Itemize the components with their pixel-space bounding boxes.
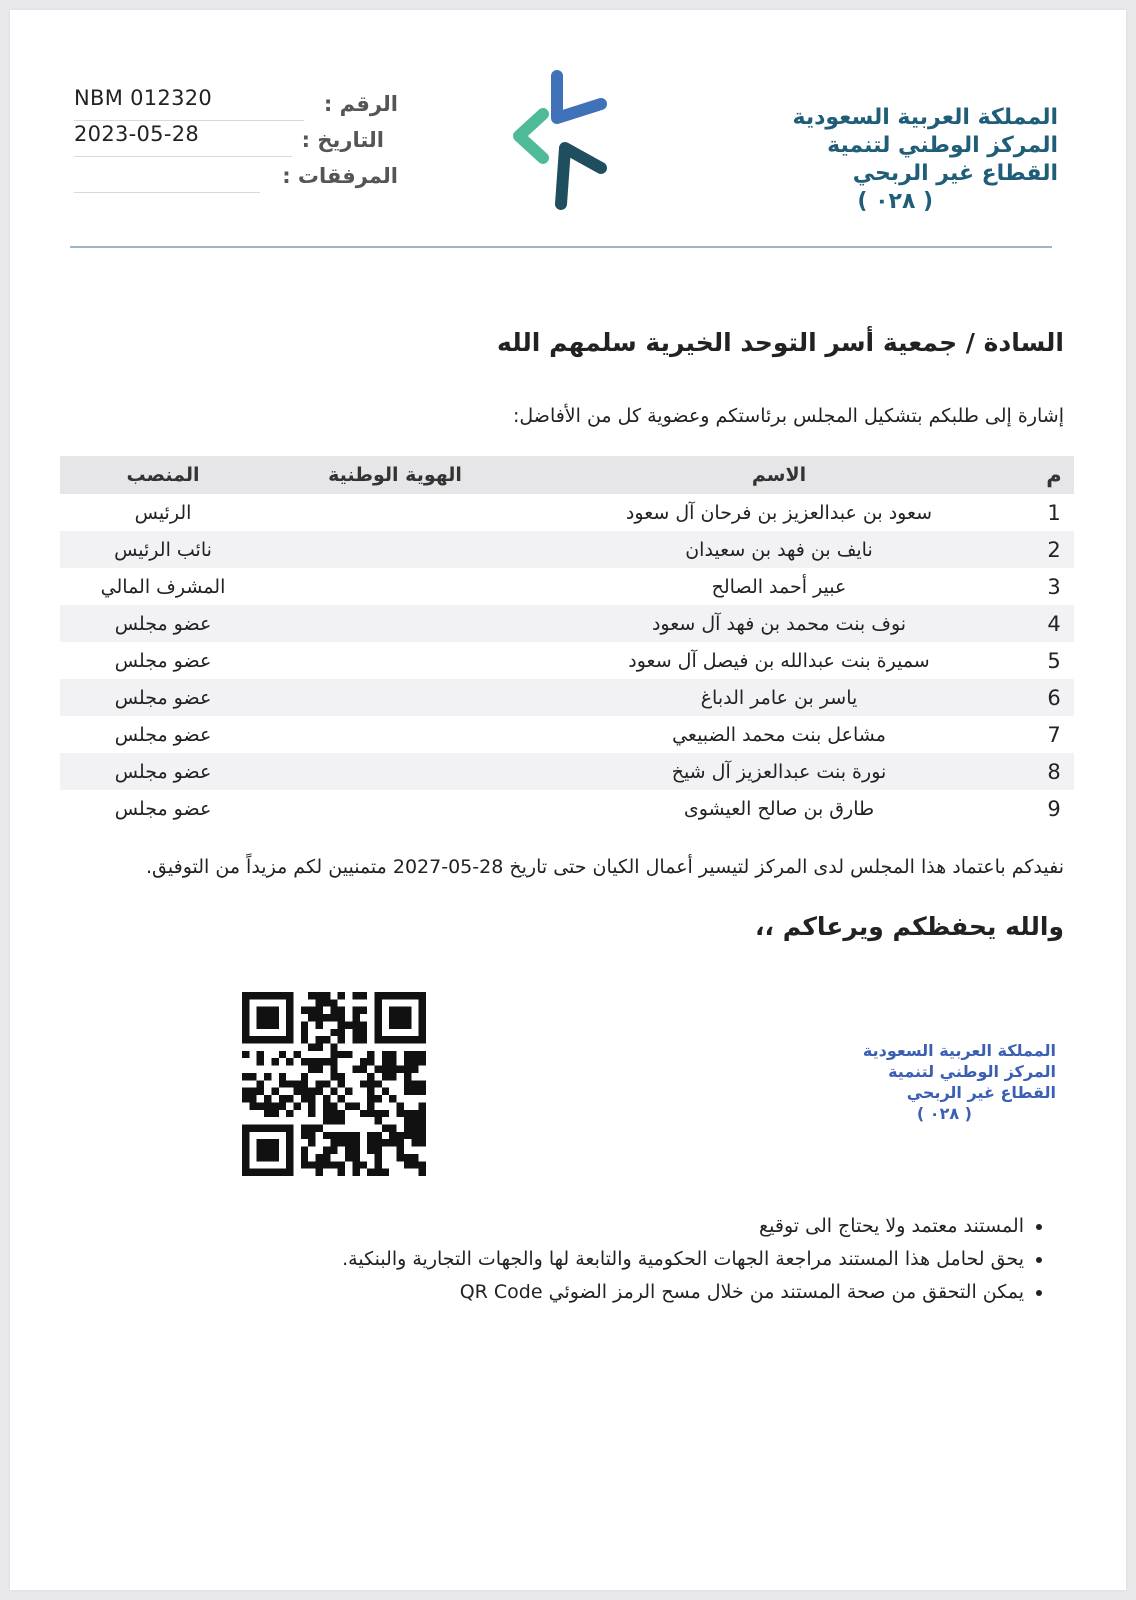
table-row	[60, 716, 1074, 753]
stamp-code: ( ٠٢٨ )	[916, 1104, 972, 1123]
letter-meta	[68, 86, 398, 194]
row-national-id	[266, 531, 524, 568]
ncnp-logo-icon	[505, 68, 625, 218]
attachments-row	[68, 158, 398, 194]
header-divider	[70, 246, 1052, 248]
stamp-line: المركز الوطني لتنمية	[888, 1062, 1056, 1081]
row-num: 9	[1047, 796, 1061, 821]
table-row	[60, 605, 1074, 642]
number-value: NBM 012320	[74, 86, 213, 110]
row-role: عضو مجلس	[114, 723, 212, 746]
row-role: نائب الرئيس	[60, 531, 266, 568]
date-row	[68, 122, 398, 158]
number-row	[68, 86, 398, 122]
notes-list	[342, 1210, 1046, 1309]
row-role: الرئيس	[134, 501, 192, 524]
org-stamp	[863, 1040, 1056, 1124]
row-num: 7	[1047, 722, 1061, 747]
table-header-row	[60, 456, 1074, 494]
attachments-underline	[74, 192, 260, 193]
stamp-line: المملكة العربية السعودية	[862, 1041, 1056, 1060]
row-role: عضو مجلس	[114, 797, 212, 820]
row-national-id	[266, 568, 524, 605]
row-num: 8	[1034, 753, 1074, 790]
qr-code-icon	[242, 992, 426, 1176]
header-num: م	[1034, 456, 1074, 494]
row-national-id	[266, 753, 524, 790]
table-row	[60, 753, 1074, 790]
row-name: سعود بن عبدالعزيز بن فرحان آل سعود	[625, 501, 933, 524]
row-name: نورة بنت عبدالعزيز آل شيخ	[524, 753, 1034, 790]
row-name: طارق بن صالح العيشوى	[683, 797, 875, 820]
note-item: • يمكن التحقق من صحة المستند من خلال مسح الرمز الضوئي QR Code	[342, 1276, 1024, 1309]
row-num: 6	[1034, 679, 1074, 716]
row-national-id	[266, 642, 524, 679]
row-role: عضو مجلس	[60, 605, 266, 642]
header-name: الاسم	[524, 456, 1034, 494]
row-name: مشاعل بنت محمد الضبيعي	[672, 723, 886, 746]
row-num: 1	[1047, 500, 1061, 525]
stamp-line: القطاع غير الربحي	[906, 1083, 1056, 1102]
note-item: • المستند معتمد ولا يحتاج الى توقيع	[342, 1210, 1024, 1243]
org-line: القطاع غير الربحي	[852, 161, 1058, 186]
intro-text: إشارة إلى طلبكم بتشكيل المجلس برئاستكم وعضوية كل من الأفاضل:	[513, 405, 1064, 427]
row-num: 2	[1034, 531, 1074, 568]
row-national-id	[266, 494, 524, 531]
row-name: نايف بن فهد بن سعيدان	[524, 531, 1034, 568]
row-name: ياسر بن عامر الدباغ	[524, 679, 1034, 716]
row-national-id	[266, 605, 524, 642]
number-label: الرقم :	[323, 92, 398, 116]
org-line: المركز الوطني لتنمية	[827, 133, 1058, 158]
header-role: المنصب	[60, 456, 266, 494]
letter-page	[10, 10, 1126, 1590]
row-national-id	[266, 716, 524, 753]
row-role: المشرف المالي	[100, 575, 226, 598]
row-num: 5	[1047, 648, 1061, 673]
closing-text: نفيدكم باعتماد هذا المجلس لدى المركز لتيسير أعمال الكيان حتى تاريخ 28-05-2027 متمنيين لكم مزيداً من التوفيق.	[146, 856, 1064, 878]
row-role: عضو مجلس	[60, 753, 266, 790]
org-name	[792, 104, 1058, 216]
note-item: • يحق لحامل هذا المستند مراجعة الجهات الحكومية والتابعة لها والجهات التجارية والبنكية.	[342, 1243, 1024, 1276]
date-label: التاريخ :	[301, 128, 384, 152]
date-value: 2023-05-28	[74, 122, 200, 146]
farewell-text: والله يحفظكم ويرعاكم ،،	[755, 912, 1064, 941]
number-underline	[74, 120, 304, 121]
org-code: ( ٠٢٨ )	[857, 189, 934, 214]
row-role: عضو مجلس	[114, 649, 212, 672]
org-line: المملكة العربية السعودية	[792, 105, 1058, 130]
members-table	[60, 456, 1074, 827]
attachments-label: المرفقات :	[282, 164, 398, 188]
row-name: عبير أحمد الصالح	[711, 575, 847, 598]
row-num: 4	[1034, 605, 1074, 642]
table-row	[60, 531, 1074, 568]
table-row	[60, 790, 1074, 827]
row-num: 3	[1047, 574, 1061, 599]
row-national-id	[266, 679, 524, 716]
header-national-id: الهوية الوطنية	[266, 456, 524, 494]
salutation: السادة / جمعية أسر التوحد الخيرية سلمهم الله	[497, 328, 1064, 357]
row-name: سميرة بنت عبدالله بن فيصل آل سعود	[628, 649, 930, 672]
row-role: عضو مجلس	[60, 679, 266, 716]
table-row	[60, 679, 1074, 716]
table-row	[60, 494, 1074, 531]
table-row	[60, 642, 1074, 679]
row-name: نوف بنت محمد بن فهد آل سعود	[524, 605, 1034, 642]
row-national-id	[266, 790, 524, 827]
date-underline	[74, 156, 292, 157]
table-row	[60, 568, 1074, 605]
